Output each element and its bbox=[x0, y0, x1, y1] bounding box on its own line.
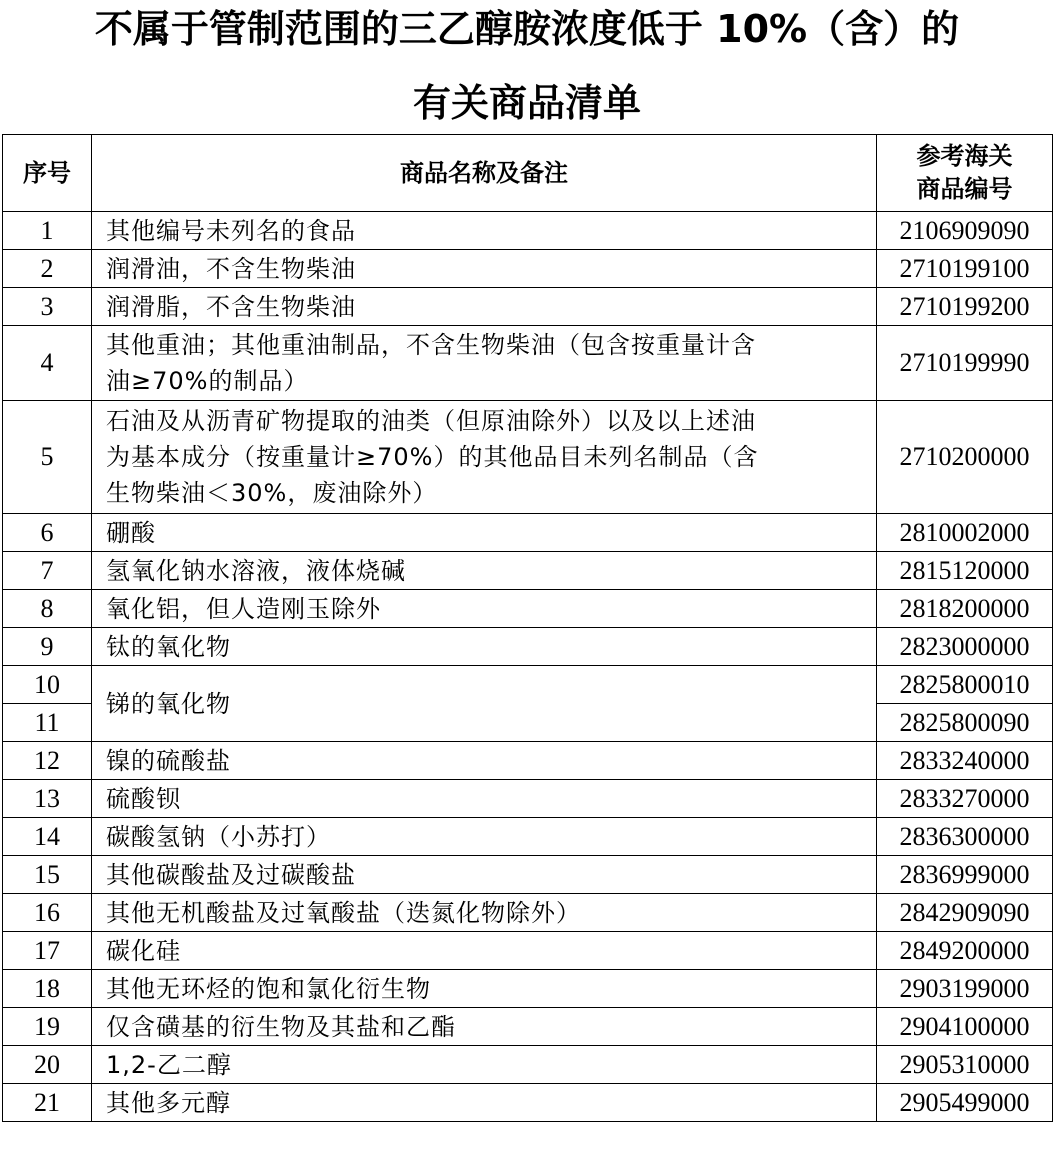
row-code: 2710200000 bbox=[877, 401, 1053, 514]
row-name-line: 生物柴油＜30%，废油除外） bbox=[106, 479, 438, 507]
row-seq: 11 bbox=[3, 704, 92, 742]
table-row bbox=[3, 326, 1053, 401]
row-seq: 15 bbox=[3, 856, 92, 894]
table-row bbox=[3, 1084, 1053, 1122]
table-row bbox=[3, 514, 1053, 552]
row-name: 钛的氧化物 bbox=[92, 628, 877, 666]
row-name bbox=[92, 401, 877, 514]
table-row bbox=[3, 288, 1053, 326]
row-name: 其他编号未列名的食品 bbox=[92, 212, 877, 250]
table-row bbox=[3, 894, 1053, 932]
row-seq: 3 bbox=[3, 288, 92, 326]
row-seq: 9 bbox=[3, 628, 92, 666]
row-name: 润滑脂，不含生物柴油 bbox=[92, 288, 877, 326]
row-code: 2842909090 bbox=[877, 894, 1053, 932]
row-code: 2710199990 bbox=[877, 326, 1053, 401]
row-name: 镍的硫酸盐 bbox=[92, 742, 877, 780]
row-code: 2836300000 bbox=[877, 818, 1053, 856]
row-name-line: 石油及从沥青矿物提取的油类（但原油除外）以及以上述油 bbox=[106, 407, 756, 435]
header-code-line-2: 商品编号 bbox=[916, 175, 1013, 203]
row-name: 其他碳酸盐及过碳酸盐 bbox=[92, 856, 877, 894]
table-row bbox=[3, 666, 1053, 704]
table-row bbox=[3, 742, 1053, 780]
row-code: 2833240000 bbox=[877, 742, 1053, 780]
row-seq: 21 bbox=[3, 1084, 92, 1122]
document-title-line-1: 不属于管制范围的三乙醇胺浓度低于 10%（含）的 bbox=[94, 7, 960, 51]
row-name-line: 其他重油；其他重油制品，不含生物柴油（包含按重量计含 bbox=[106, 331, 756, 359]
row-code: 2825800010 bbox=[877, 666, 1053, 704]
row-name: 锑的氧化物 bbox=[92, 666, 877, 742]
row-name: 润滑油，不含生物柴油 bbox=[92, 250, 877, 288]
table-row bbox=[3, 590, 1053, 628]
table-row bbox=[3, 628, 1053, 666]
row-code: 2903199000 bbox=[877, 970, 1053, 1008]
table-row bbox=[3, 552, 1053, 590]
row-seq: 8 bbox=[3, 590, 92, 628]
row-code: 2836999000 bbox=[877, 856, 1053, 894]
row-code: 2710199100 bbox=[877, 250, 1053, 288]
row-seq: 6 bbox=[3, 514, 92, 552]
row-seq: 1 bbox=[3, 212, 92, 250]
row-code: 2905499000 bbox=[877, 1084, 1053, 1122]
table-header-row bbox=[3, 135, 1053, 212]
row-seq: 20 bbox=[3, 1046, 92, 1084]
row-code: 2833270000 bbox=[877, 780, 1053, 818]
row-name: 其他无环烃的饱和氯化衍生物 bbox=[92, 970, 877, 1008]
row-name: 其他多元醇 bbox=[92, 1084, 877, 1122]
table-row bbox=[3, 212, 1053, 250]
row-name: 碳酸氢钠（小苏打） bbox=[92, 818, 877, 856]
row-seq: 16 bbox=[3, 894, 92, 932]
row-code: 2823000000 bbox=[877, 628, 1053, 666]
row-name: 氧化铝，但人造刚玉除外 bbox=[92, 590, 877, 628]
row-seq: 2 bbox=[3, 250, 92, 288]
row-code: 2904100000 bbox=[877, 1008, 1053, 1046]
row-seq: 7 bbox=[3, 552, 92, 590]
table-row bbox=[3, 932, 1053, 970]
row-seq: 19 bbox=[3, 1008, 92, 1046]
row-name bbox=[92, 326, 877, 401]
row-name: 硫酸钡 bbox=[92, 780, 877, 818]
row-code: 2815120000 bbox=[877, 552, 1053, 590]
row-seq: 5 bbox=[3, 401, 92, 514]
header-code bbox=[877, 135, 1053, 212]
header-seq: 序号 bbox=[3, 135, 92, 212]
row-name: 仅含磺基的衍生物及其盐和乙酯 bbox=[92, 1008, 877, 1046]
row-code: 2106909090 bbox=[877, 212, 1053, 250]
row-name: 碳化硅 bbox=[92, 932, 877, 970]
table-row bbox=[3, 780, 1053, 818]
row-seq: 18 bbox=[3, 970, 92, 1008]
row-code: 2905310000 bbox=[877, 1046, 1053, 1084]
table-row bbox=[3, 250, 1053, 288]
row-code: 2810002000 bbox=[877, 514, 1053, 552]
row-code: 2710199200 bbox=[877, 288, 1053, 326]
row-code: 2849200000 bbox=[877, 932, 1053, 970]
row-seq: 17 bbox=[3, 932, 92, 970]
row-seq: 10 bbox=[3, 666, 92, 704]
row-name-line: 为基本成分（按重量计≥70%）的其他品目未列名制品（含 bbox=[106, 443, 759, 471]
row-name-line: 油≥70%的制品） bbox=[106, 367, 309, 395]
table-row bbox=[3, 1046, 1053, 1084]
row-seq: 14 bbox=[3, 818, 92, 856]
row-name: 氢氧化钠水溶液，液体烧碱 bbox=[92, 552, 877, 590]
header-code-line-1: 参考海关 bbox=[916, 142, 1013, 170]
row-seq: 4 bbox=[3, 326, 92, 401]
table-row bbox=[3, 970, 1053, 1008]
table-row bbox=[3, 1008, 1053, 1046]
commodity-table bbox=[2, 134, 1053, 1122]
row-name: 其他无机酸盐及过氧酸盐（迭氮化物除外） bbox=[92, 894, 877, 932]
header-name: 商品名称及备注 bbox=[92, 135, 877, 212]
table-row bbox=[3, 856, 1053, 894]
table-row bbox=[3, 401, 1053, 514]
document-title-line-2: 有关商品清单 bbox=[412, 81, 641, 125]
row-seq: 13 bbox=[3, 780, 92, 818]
row-code: 2825800090 bbox=[877, 704, 1053, 742]
table-row bbox=[3, 818, 1053, 856]
row-code: 2818200000 bbox=[877, 590, 1053, 628]
row-seq: 12 bbox=[3, 742, 92, 780]
row-name: 硼酸 bbox=[92, 514, 877, 552]
row-name: 1,2-乙二醇 bbox=[92, 1046, 877, 1084]
